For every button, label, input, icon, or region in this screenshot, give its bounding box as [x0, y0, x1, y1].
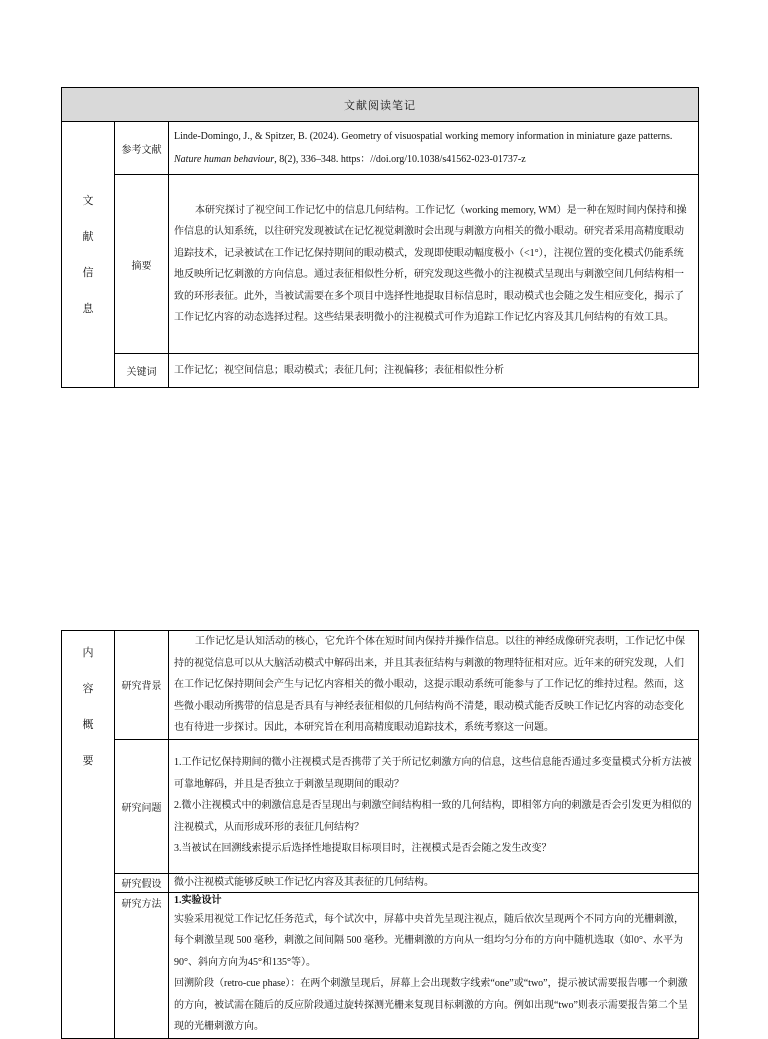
text-run: 或 [513, 978, 524, 989]
section-char: 概 [82, 718, 94, 731]
citation-volume-doi: , 8(2), 336–348. https：//doi.org/10.1038/s41562-023-01737-z [274, 154, 526, 165]
section-char: 文 [82, 193, 94, 207]
background-text: 工作记忆是认知活动的核心，它允许个体在短时间内保持并操作信息。以往的神经成像研究表明，工作记忆中保持的视觉信息可以从大脑活动模式中解码出来，并且其表征结构与刺激的物理特征相对应。近年来的研究发现，人们在工作记忆保持期间会产生与记忆内容相关的微小眼动，这提示眼动系统可能参与了工作记忆的维持过程。然而，这些微小眼动所携带的信息是否具有与神经表征相似的几何结构尚不清楚，眼动模式能否反映工作记忆内容的动态变化也有待进一步探讨。因此，本研究旨在利用高精度眼动追踪技术，系统考察这一问题。 [174, 636, 685, 733]
section-char: 献 [82, 229, 94, 243]
text-run: one [494, 978, 510, 989]
section-char: 息 [82, 301, 94, 315]
citation-authors-title: Linde-Domingo, J., & Spitzer, B. (2024). Geometry of visuospatial working memory information in miniature gaze patterns. [174, 131, 673, 142]
section-char: 信 [82, 265, 94, 279]
question-item: 2.微小注视模式中的刺激信息是否呈现出与刺激空间结构相一致的几何结构，即相邻方向的刺激是否会引发更为相似的注视模式，从而形成环形的表征几何结构？ [174, 800, 692, 833]
text-run: ，提示被试需要报告哪一个刺激的方向，被试需在随后的反应阶段通过旋转探测光栅来复现目标刺激的方向。例如出现 [174, 978, 688, 1011]
background-label: 研究背景 [115, 631, 169, 740]
citation-journal: Nature human behaviour [174, 154, 275, 165]
method-paragraph-retro-cue: 回溯阶段（retro-cue phase）：在两个刺激呈现后，屏幕上会出现数字线索“one”或“two”，提示被试需要报告哪一个刺激的方向，被试需在随后的反应阶段通过旋转探测光栅来复现目标刺激的方向。例如出现“two”则表示需要报告第二个呈现的光栅刺激方向。 [174, 978, 688, 1032]
literature-info-table [61, 87, 699, 388]
method-content [169, 892, 699, 1038]
section-char: 容 [82, 682, 94, 695]
abstract-label: 摘要 [115, 175, 169, 354]
citation-content [169, 122, 699, 175]
section-label-content-summary [62, 631, 115, 1039]
method-label: 研究方法 [115, 892, 169, 1038]
background-content [169, 631, 699, 740]
question-item: 1.工作记忆保持期间的微小注视模式是否携带了关于所记忆刺激方向的信息，这些信息能否通过多变量模式分析方法被可靠地解码，并且是否独立于刺激呈现期间的眼动？ [174, 757, 692, 790]
section-label-literature-info [62, 122, 115, 388]
text-run: 则表示需要报告第二个呈现的光栅刺激方向。 [174, 999, 688, 1032]
questions-label: 研究问题 [115, 739, 169, 873]
method-heading: 1.实验设计 [174, 894, 222, 906]
section-char: 要 [82, 754, 94, 767]
citation-label: 参考文献 [115, 122, 169, 175]
method-paragraph: 实验采用视觉工作记忆任务范式，每个试次中，屏幕中央首先呈现注视点，随后依次呈现两个不同方向的光栅刺激，每个刺激呈现 500 毫秒，刺激之间间隔 500 毫秒。光栅刺激的方向从一组均匀分布的方向中随机选取（如0°、水平为90°、斜向方向为45°和135°等）。 [174, 913, 684, 968]
abstract-content [169, 175, 699, 354]
question-item: 3.当被试在回溯线索提示后选择性地提取目标项目时，注视模式是否会随之发生改变？ [174, 843, 552, 855]
keywords-label: 关键词 [115, 354, 169, 388]
hypothesis-content: 微小注视模式能够反映工作记忆内容及其表征的几何结构。 [169, 873, 699, 892]
keywords-content: 工作记忆；视空间信息；眼动模式；表征几何；注视偏移；表征相似性分析 [169, 354, 699, 388]
questions-content [169, 739, 699, 873]
text-run: two [558, 999, 574, 1011]
table-title: 文献阅读笔记 [62, 88, 699, 122]
content-summary-table [61, 630, 699, 1039]
section-char: 内 [82, 646, 94, 659]
abstract-text: 本研究探讨了视空间工作记忆中的信息几何结构。工作记忆（working memory, WM）是一种在短时间内保持和操作信息的认知系统，以往研究发现被试在记忆视觉刺激时会出现与刺激方向相关的微小眼动。研究者采用高精度眼动追踪技术，记录被试在工作记忆保持期间的眼动模式，发现即使眼动幅度极小（<1°），注视位置的变化模式仍能系统地反映所记忆刺激的方向信息。通过表征相似性分析，研究发现这些微小的注视模式呈现出与刺激空间几何结构相一致的环形表征。此外，当被试需要在多个项目中选择性地提取目标信息时，眼动模式也会随之发生相应变化，揭示了工作记忆内容的动态选择过程。这些结果表明微小的注视模式可作为追踪工作记忆内容及其几何结构的有效工具。 [174, 204, 687, 323]
text-run: two [528, 978, 544, 989]
text-run: 回溯阶段（retro-cue phase）：在两个刺激呈现后，屏幕上会出现数字线索 [174, 978, 491, 989]
hypothesis-label: 研究假设 [115, 873, 169, 892]
